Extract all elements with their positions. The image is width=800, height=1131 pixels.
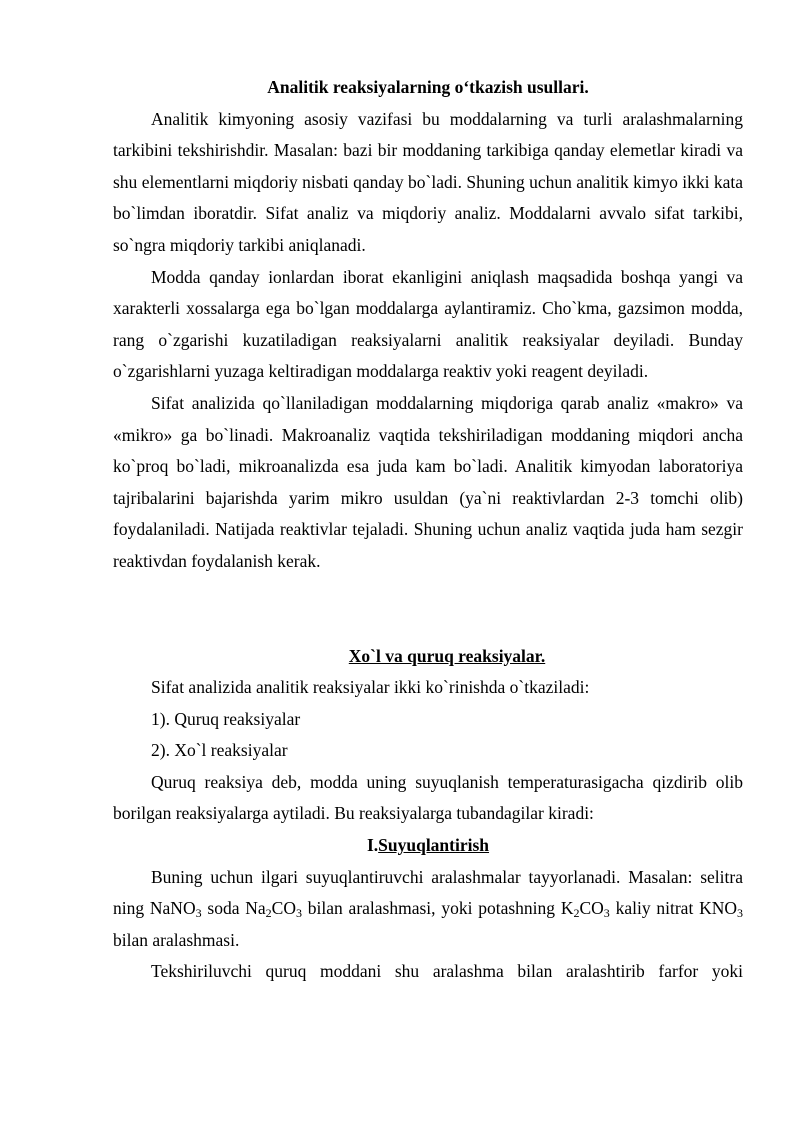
spacer — [113, 578, 743, 641]
subsection-title — [113, 830, 743, 862]
text-run: soda Na — [201, 898, 266, 919]
text-run: bilan aralashmasi, yoki potashning K — [301, 898, 574, 919]
subscript: 2 — [573, 906, 580, 921]
subscript: 3 — [737, 906, 744, 921]
paragraph-analytic-reactions: Modda qanday ionlardan iborat ekanligini aniqlash maqsadida boshqa yangi va xarakterli xossalarga ega bo`lgan moddalarga aylantiramiz. Cho`kma, gazsimon modda, rang o`zgarishi kuzatiladigan reaksiyalarni analitik reaksiyalar deyiladi. Bunday o`zgarishlarni yuzaga keltiradigan moddalarga reaktiv yoki reagent deyiladi. — [113, 266, 743, 382]
text-run: bilan aralashmasi. — [113, 929, 240, 950]
section-title: Xo`l va quruq reaksiyalar. — [348, 645, 546, 666]
list-item-wet: 2). Xo`l reaksiyalar — [151, 740, 288, 761]
subscript: 3 — [603, 906, 610, 921]
subsection-label: Suyuqlantirish — [378, 835, 490, 856]
subsection-number: I. — [366, 835, 379, 856]
text-run: CO — [271, 898, 296, 919]
paragraph-intro: Analitik kimyoning asosiy vazifasi bu moddalarning va turli aralashmalarning tarkibini tekshirishdir. Masalan: bazi bir moddaning tarkibiga qanday elemetlar kiradi va shu elementlarni miqdoriy nisbati qanday bo`ladi. Shuning uchun analitik kimyo ikki kata bo`limdan iboratdir. Sifat analiz va miqdoriy analiz. Moddalarni avvalo sifat tarkibi, so`ngra miqdoriy tarkibi aniqlanadi. — [113, 108, 743, 255]
paragraph-fusion-mixtures — [113, 862, 743, 957]
paragraph-dry-reaction: Quruq reaksiya deb, modda uning suyuqlanish temperaturasigacha qizdirib olib borilgan reaksiyalarga aytiladi. Bu reaksiyalarga tubandagilar kiradi: — [113, 771, 743, 824]
page-title: Analitik reaksiyalarning o‘tkazish usullari. — [267, 77, 589, 97]
paragraph-two-forms: Sifat analizida analitik reaksiyalar ikki ko`rinishda o`tkaziladi: — [151, 677, 590, 698]
text-run: kaliy nitrat KNO — [609, 898, 738, 919]
paragraph-mixing: Tekshiriluvchi quruq moddani shu aralashma bilan aralashtirib farfor yoki — [151, 961, 743, 982]
list-item-dry: 1). Quruq reaksiyalar — [151, 708, 301, 729]
text-run: CO — [579, 898, 604, 919]
text-run: Buning uchun ilgari suyuqlantiruvchi aralashmalar tayyorlanadi. Masalan: selitra ning NaNO — [113, 866, 743, 919]
subscript: 2 — [265, 906, 272, 921]
document-page — [113, 72, 743, 988]
subscript: 3 — [195, 906, 202, 921]
paragraph-macro-micro: Sifat analizida qo`llaniladigan moddalarning miqdoriga qarab analiz «makro» va «mikro» ga bo`linadi. Makroanaliz vaqtida tekshiriladigan moddaning miqdori ancha ko`proq bo`ladi, mikroanalizda esa juda kam bo`ladi. Analitik kimyodan laboratoriya tajribalarini bajarishda yarim mikro usuldan (ya`ni reaktivlardan 2-3 tomchi olib) foydalaniladi. Natijada reaktivlar tejaladi. Shuning uchun analiz vaqtida juda ham sezgir reaktivdan foydalanish kerak. — [113, 392, 743, 571]
subscript: 3 — [295, 906, 302, 921]
